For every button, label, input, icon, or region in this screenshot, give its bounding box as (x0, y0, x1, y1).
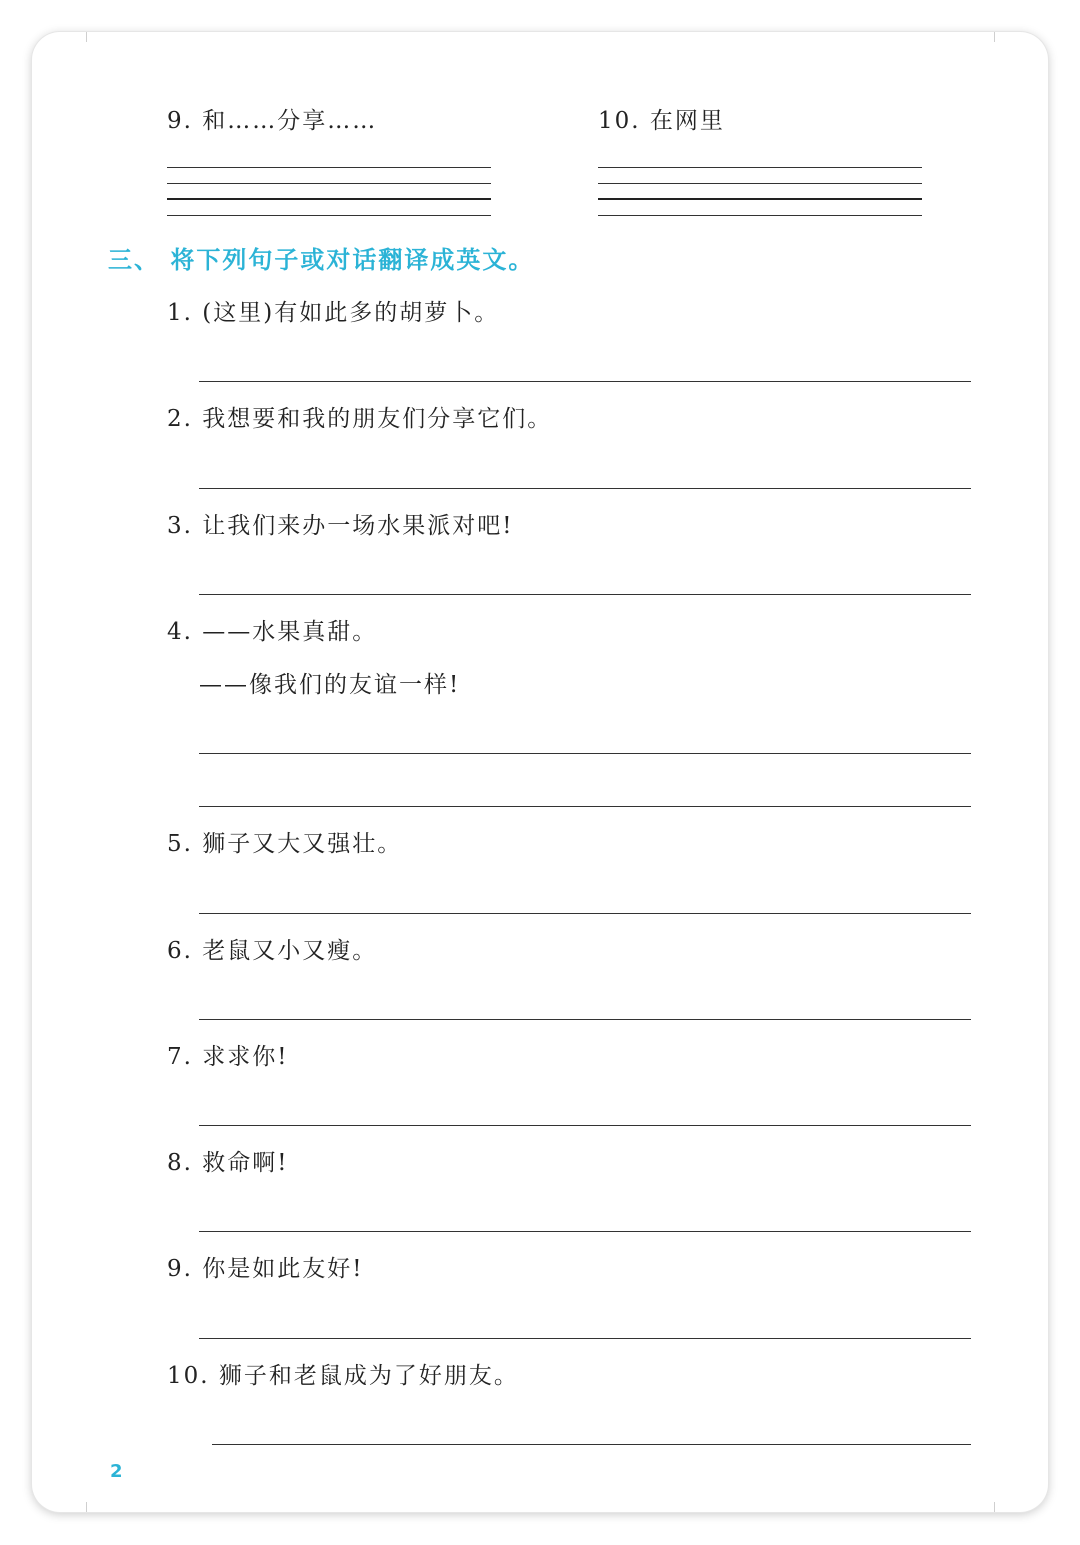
question-7: 7. 求求你! (167, 1044, 289, 1070)
question-9: 9. 你是如此友好! (167, 1256, 364, 1282)
question-2: 2. 我想要和我的朋友们分享它们。 (167, 406, 553, 432)
crop-mark (994, 1502, 995, 1512)
answer-line-7[interactable] (199, 1125, 971, 1126)
answer-line-10[interactable] (212, 1444, 971, 1445)
answer-line-8[interactable] (199, 1231, 971, 1232)
item-9-prompt: 9. 和……分享…… (167, 108, 378, 134)
answer-line-3[interactable] (199, 594, 971, 595)
guide-line (598, 215, 922, 216)
answer-line-1[interactable] (199, 381, 971, 382)
answer-line-5[interactable] (199, 913, 971, 914)
guide-line (598, 183, 922, 184)
question-6: 6. 老鼠又小又瘦。 (167, 938, 378, 964)
answer-line-4a[interactable] (199, 753, 971, 754)
question-5: 5. 狮子又大又强壮。 (167, 831, 403, 857)
crop-mark (994, 32, 995, 42)
item-10-prompt: 10. 在网里 (598, 108, 725, 134)
guide-line-baseline (598, 198, 922, 200)
question-4-line-a: 4. ——水果真甜。 (167, 619, 378, 645)
question-3: 3. 让我们来办一场水果派对吧! (167, 513, 514, 539)
crop-mark (86, 1502, 87, 1512)
answer-line-6[interactable] (199, 1019, 971, 1020)
guide-line (598, 167, 922, 168)
crop-mark (86, 32, 87, 42)
answer-line-9[interactable] (199, 1338, 971, 1339)
question-1: 1. (这里)有如此多的胡萝卜。 (167, 300, 500, 326)
guide-line (167, 167, 491, 168)
answer-line-2[interactable] (199, 488, 971, 489)
question-8: 8. 救命啊! (167, 1150, 289, 1176)
guide-line (167, 183, 491, 184)
answer-line-4b[interactable] (199, 806, 971, 807)
question-10: 10. 狮子和老鼠成为了好朋友。 (167, 1363, 519, 1389)
question-4-line-b: ——像我们的友谊一样! (199, 672, 461, 698)
page-number: 2 (110, 1461, 123, 1482)
section-title: 三、 将下列句子或对话翻译成英文。 (108, 246, 535, 274)
guide-line-baseline (167, 198, 491, 200)
guide-line (167, 215, 491, 216)
